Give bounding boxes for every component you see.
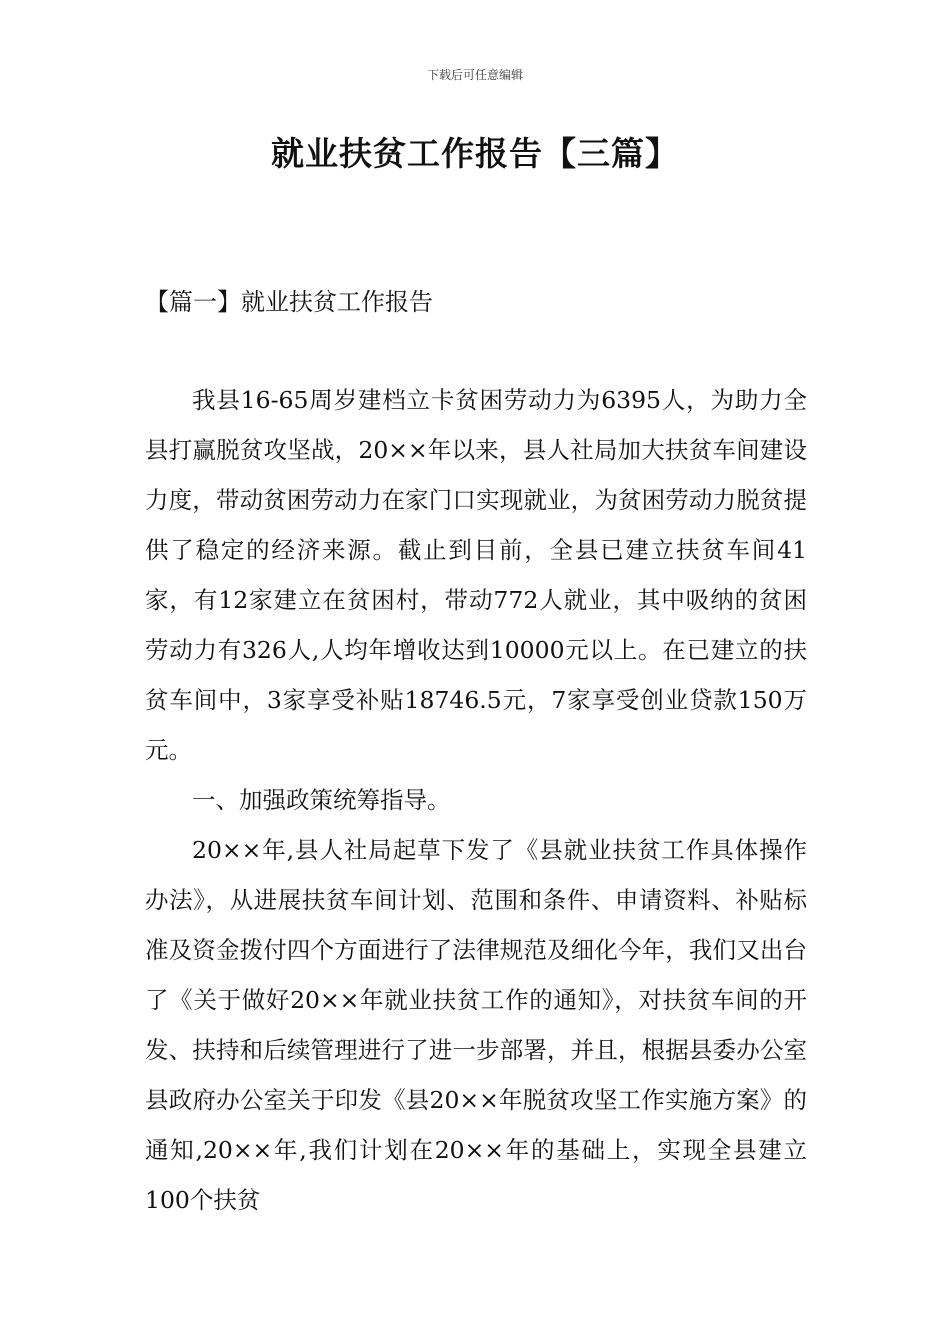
header-note: 下载后可任意编辑 xyxy=(426,68,523,82)
paragraph-intro: 我县16-65周岁建档立卡贫困劳动力为6395人，为助力全县打赢脱贫攻坚战，20××年以来，县人社局加大扶贫车间建设力度，带动贫困劳动力在家门口实现就业，为贫困劳动力脱贫提供了稳定的经济来源。截止到目前，全县已建立扶贫车间41家，有12家建立在贫困村，带动772人就业，其中吸纳的贫困劳动力有326人,人均年增收达到10000元以上。在已建立的扶贫车间中，3家享受补贴18746.5元，7家享受创业贷款150万元。 xyxy=(145,386,807,764)
document-body xyxy=(145,375,807,1225)
paragraph-policy: 20××年,县人社局起草下发了《县就业扶贫工作具体操作办法》，从进展扶贫车间计划、范围和条件、申请资料、补贴标准及资金拨付四个方面进行了法律规范及细化今年，我们又出台了《关于做好20××年就业扶贫工作的通知》，对扶贫车间的开发、扶持和后续管理进行了进一步部署，并且，根据县委办公室县政府办公室关于印发《县20××年脱贫攻坚工作实施方案》的通知,20××年,我们计划在20××年的基础上，实现全县建立100个扶贫 xyxy=(145,836,807,1214)
document-title: 就业扶贫工作报告【三篇】 xyxy=(271,134,679,173)
section-heading: 【篇一】就业扶贫工作报告 xyxy=(145,288,433,316)
paragraph-subheading: 一、加强政策统筹指导。 xyxy=(192,786,451,814)
